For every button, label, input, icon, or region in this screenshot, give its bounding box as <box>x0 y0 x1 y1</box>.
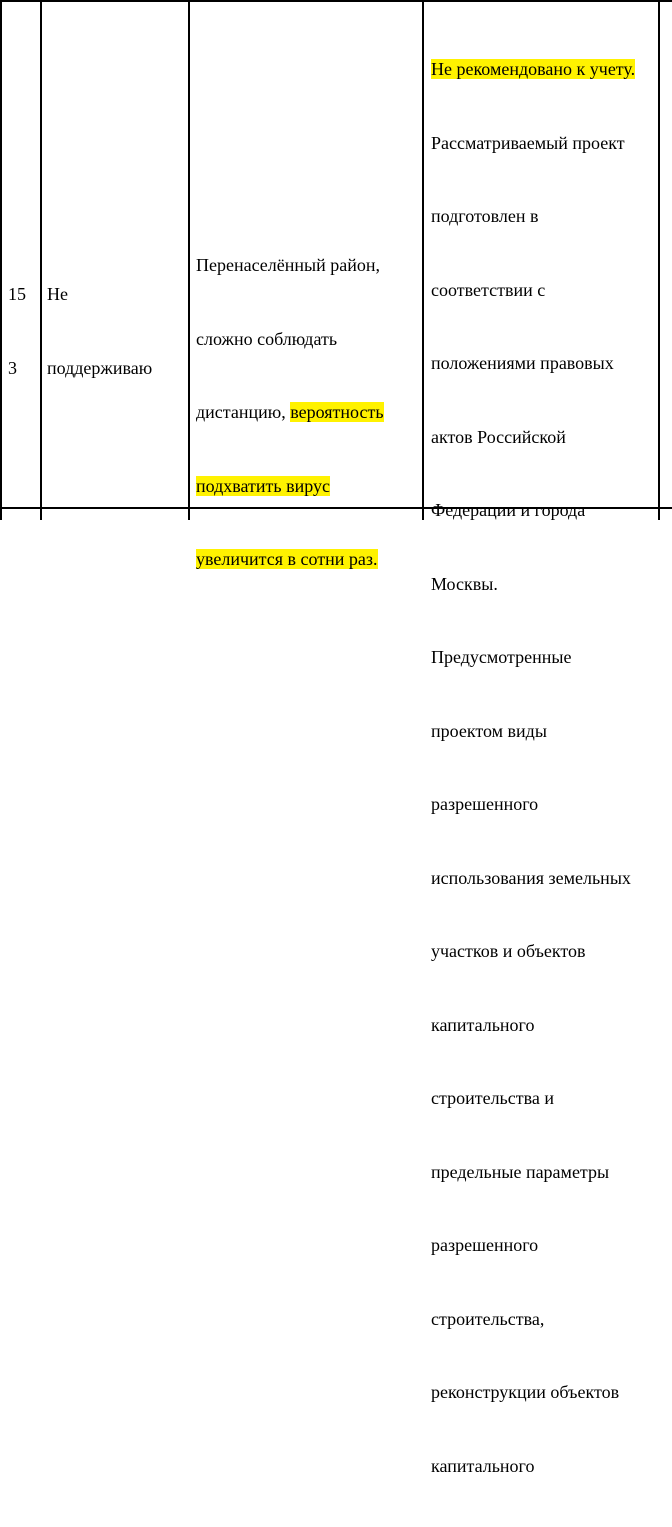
response-line: разрешенного <box>431 1235 539 1255</box>
row-number-line: 3 <box>8 357 17 378</box>
column-divider-1 <box>40 0 42 520</box>
response-line: Предусмотренные <box>431 647 572 667</box>
comment-line <box>196 400 384 425</box>
response-line: строительства и <box>431 1088 554 1108</box>
response-line: разрешенного <box>431 794 539 814</box>
response-line: капитального <box>431 1455 535 1476</box>
response-line: Рассматриваемый проект <box>431 132 625 153</box>
comment-line <box>196 547 384 572</box>
comment-highlight: подхватить вирус <box>196 475 331 496</box>
response-line: использования земельных <box>431 867 631 888</box>
position-line: Не <box>47 284 68 304</box>
comment-line: Перенаселённый район, <box>196 255 381 275</box>
row-number-line: 15 <box>8 284 26 304</box>
response-line: капитального <box>431 1014 535 1035</box>
table-left-border <box>0 0 2 520</box>
comment-line <box>196 474 384 499</box>
table-top-border <box>0 0 672 2</box>
position-cell <box>47 233 152 429</box>
column-divider-3 <box>422 0 424 520</box>
response-line: реконструкции объектов <box>431 1382 620 1402</box>
position-line: поддерживаю <box>47 357 153 378</box>
table-right-border <box>658 0 660 520</box>
response-cell <box>431 8 635 1527</box>
response-line: предельные параметры <box>431 1161 610 1182</box>
response-line: Москвы. <box>431 573 498 594</box>
response-line: строительства, <box>431 1308 545 1329</box>
response-line: проектом виды <box>431 720 547 741</box>
response-line: Федерации и города <box>431 500 586 520</box>
comment-line: сложно соблюдать <box>196 328 338 349</box>
response-line: положениями правовых <box>431 353 614 373</box>
comment-highlight: увеличится в сотни раз. <box>196 549 378 569</box>
comment-highlight: вероятность <box>290 402 384 422</box>
response-line: актов Российской <box>431 426 566 447</box>
response-highlight: Не рекомендовано к учету. <box>431 59 636 79</box>
row-number <box>8 233 26 429</box>
response-line: соответствии с <box>431 279 546 300</box>
column-divider-2 <box>188 0 190 520</box>
comment-cell <box>196 204 384 621</box>
response-line: подготовлен в <box>431 206 539 226</box>
response-line <box>431 57 635 82</box>
comment-text: дистанцию, <box>196 402 291 422</box>
response-line: участков и объектов <box>431 941 586 961</box>
